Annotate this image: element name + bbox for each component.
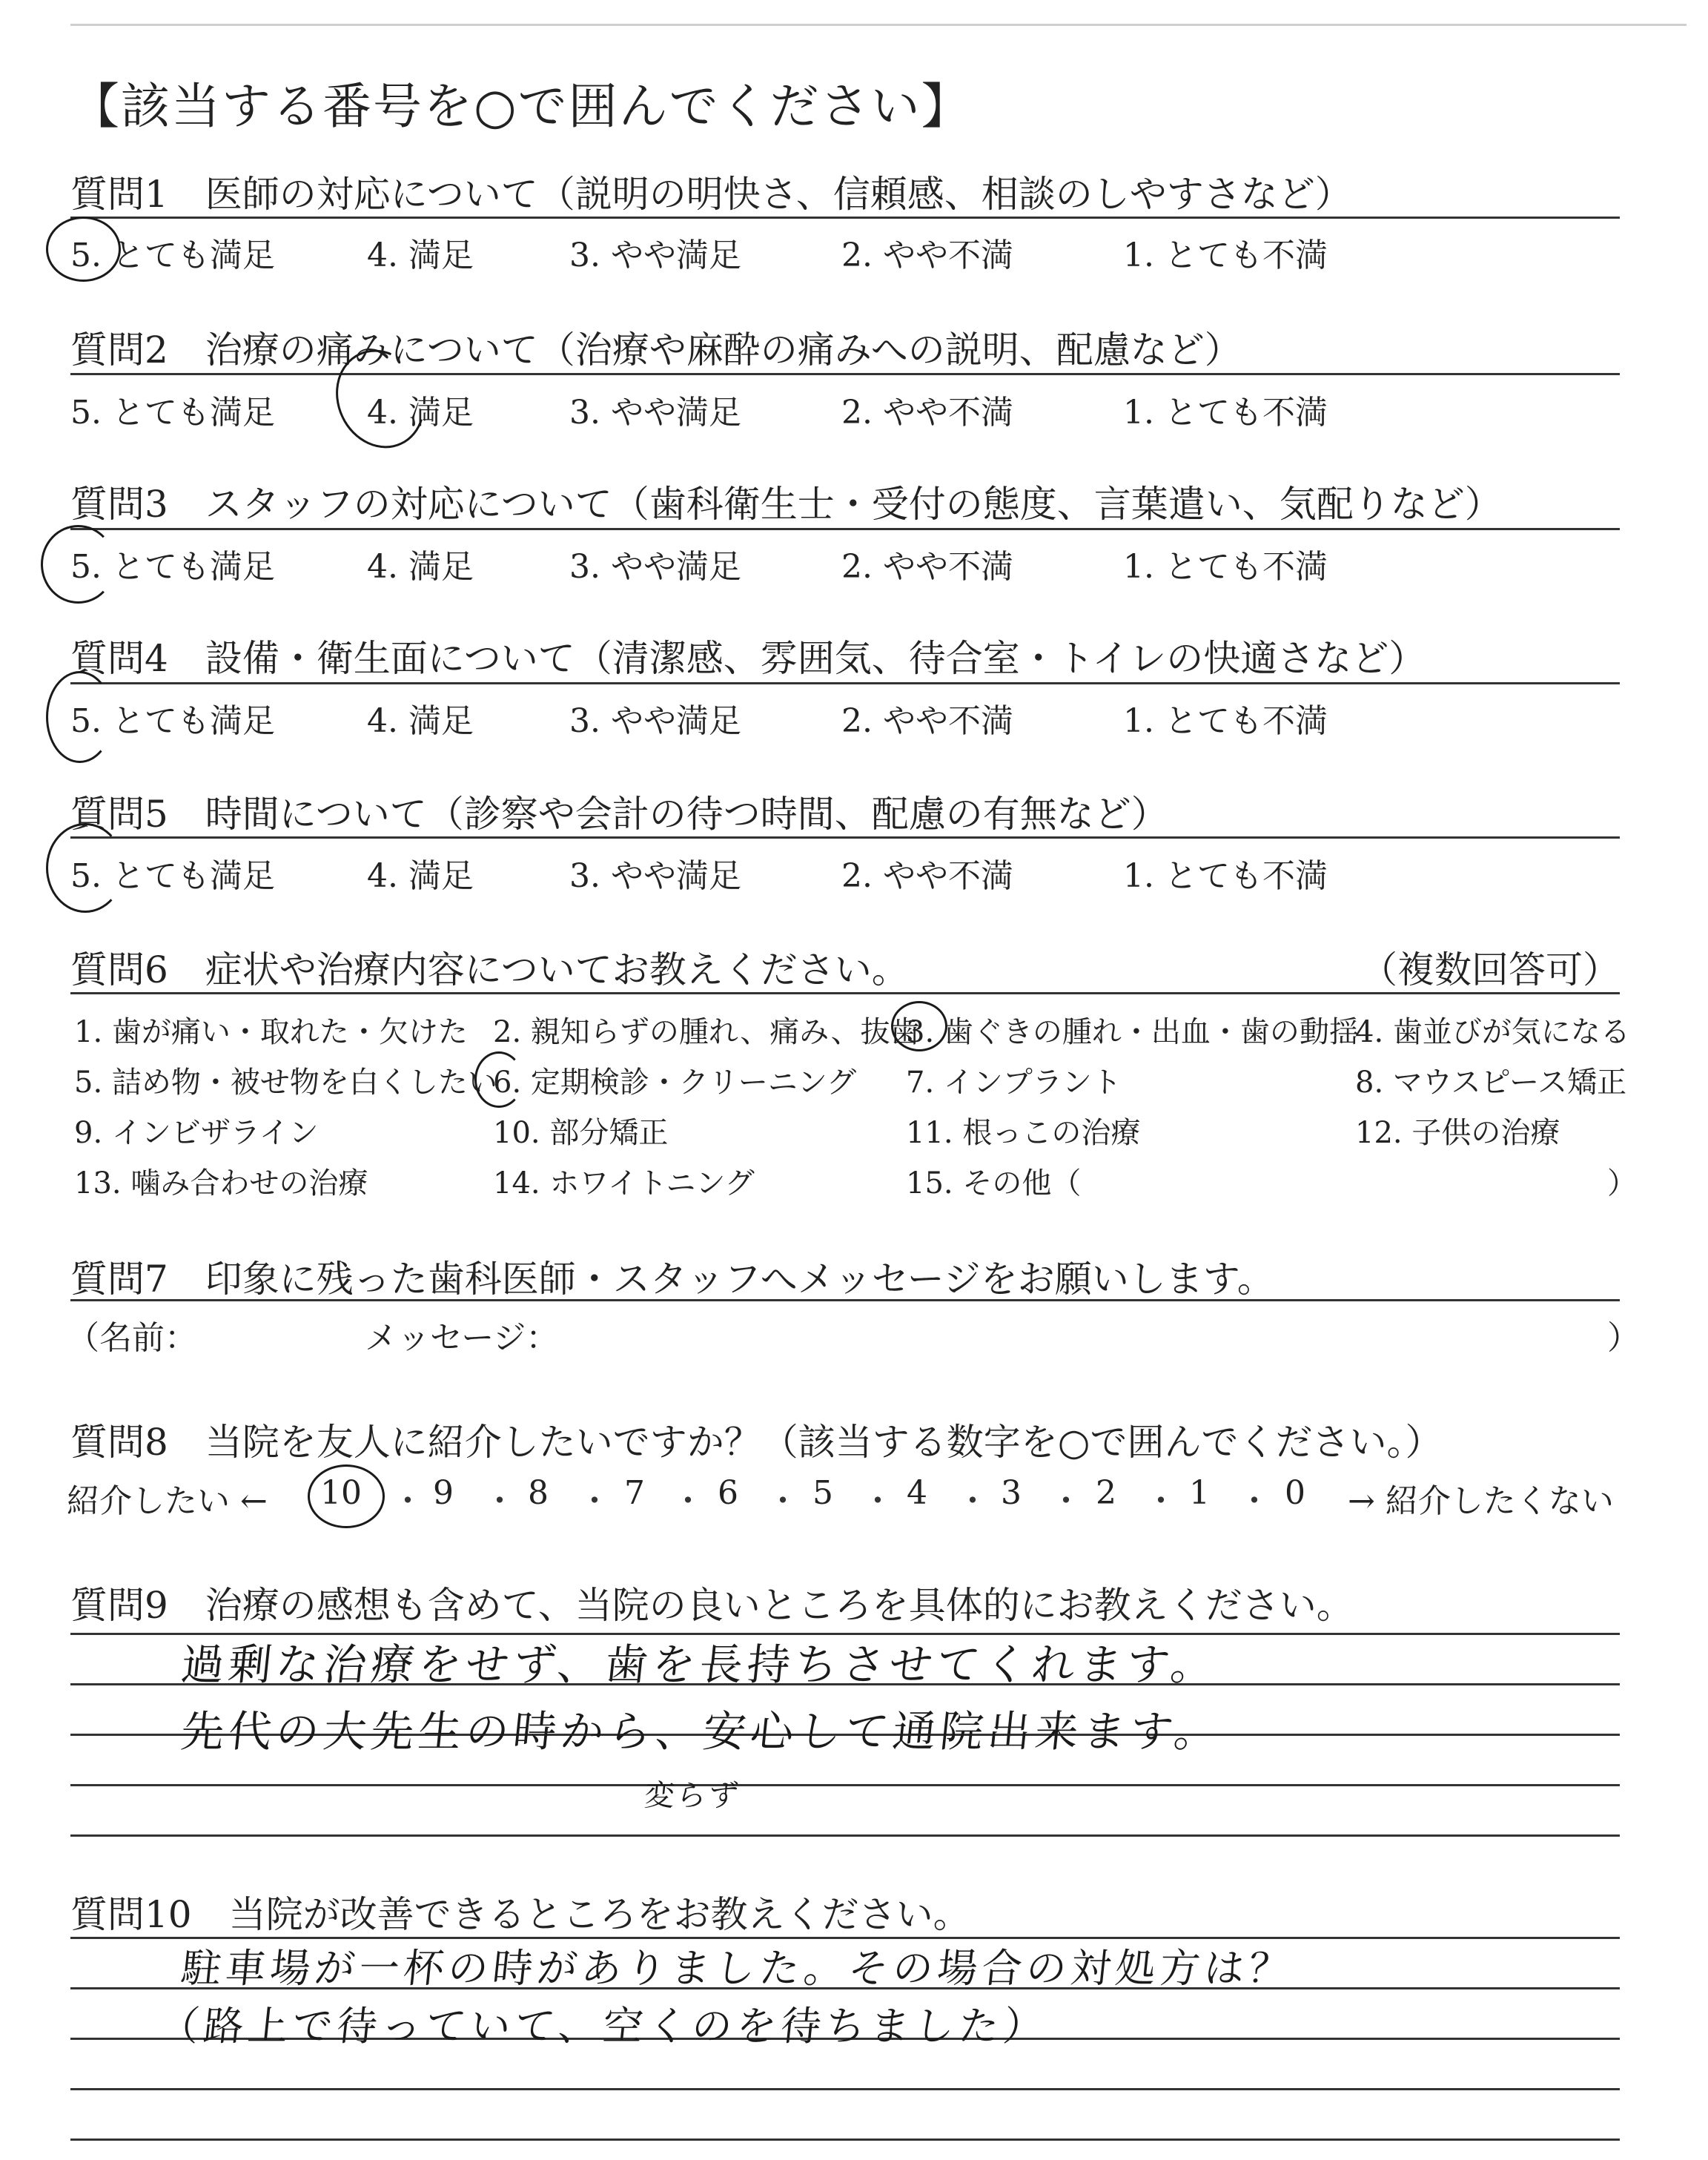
q8-dot: ・ [1145,1482,1177,1520]
q3-option-4[interactable]: 4. 満足 [367,548,474,586]
question-8-title: 質問8 当院を友人に紹介したいですか？（該当する数字を○で囲んでください。） [70,1421,1443,1464]
question-6-title: 質問6 症状や治療内容についてお教えください。 [70,948,909,991]
q8-scale-2[interactable]: 2 [1096,1474,1116,1512]
q6-other-close: ） [1607,1166,1637,1200]
q5-option-2[interactable]: 2. やや不満 [841,857,1013,895]
q7-close-paren: ） [1607,1319,1640,1357]
q9-handwritten-line-1: 過剰な治療をせず、歯を長持ちさせてくれます。 [178,1639,1221,1690]
question-7-title: 質問7 印象に残った歯科医師・スタッフへメッセージをお願いします。 [70,1258,1274,1301]
q1-option-5[interactable]: 5. とても満足 [70,237,275,274]
q2-option-1[interactable]: 1. とても不満 [1123,394,1328,432]
q9-handwritten-insertion: 変らず [643,1779,743,1813]
question-2-rule [70,373,1620,375]
q8-dot: ・ [483,1482,516,1520]
q9-answer-line-4 [70,1784,1620,1786]
question-5-rule [70,836,1620,839]
q1-option-3[interactable]: 3. やや満足 [569,237,741,274]
q8-dot: ・ [861,1482,894,1520]
q4-option-2[interactable]: 2. やや不満 [841,702,1013,740]
q2-option-3[interactable]: 3. やや満足 [569,394,741,432]
q3-hand-circle [41,525,116,604]
q6-item-1[interactable]: 1. 歯が痛い・取れた・欠けた [74,1015,468,1049]
q6-item-3[interactable]: 3. 歯ぐきの腫れ・出血・歯の動揺 [906,1015,1359,1049]
q6-item-5[interactable]: 5. 詰め物・被せ物を白くしたい [74,1066,497,1100]
q6-item-10[interactable]: 10. 部分矯正 [493,1116,669,1150]
q2-option-5[interactable]: 5. とても満足 [70,394,275,432]
q7-message-label: メッセージ： [365,1319,559,1357]
q1-hand-circle [46,217,121,282]
q6-hand-circle-6 [474,1051,523,1108]
q6-item-7[interactable]: 7. インプラント [906,1066,1122,1100]
question-5-title: 質問5 時間について（診察や会計の待つ時間、配慮の有無など） [70,793,1168,836]
q8-scale-9[interactable]: 9 [433,1474,454,1512]
q3-option-3[interactable]: 3. やや満足 [569,548,741,586]
q8-scale-1[interactable]: 1 [1189,1474,1210,1512]
q1-option-2[interactable]: 2. やや不満 [841,237,1013,274]
question-2-title: 質問2 治療の痛みについて（治療や麻酔の痛みへの説明、配慮など） [70,328,1242,371]
q4-option-3[interactable]: 3. やや満足 [569,702,741,740]
q6-item-4[interactable]: 4. 歯並びが気になる [1355,1015,1630,1049]
q6-item-9[interactable]: 9. インビザライン [74,1116,319,1150]
q4-option-1[interactable]: 1. とても不満 [1123,702,1328,740]
question-3-title: 質問3 スタッフの対応について（歯科衛生士・受付の態度、言葉遣い、気配りなど） [70,483,1502,526]
q6-hand-circle-3 [891,1001,947,1051]
question-6-rule [70,992,1620,994]
q6-item-6[interactable]: 6. 定期検診・クリーニング [493,1066,857,1100]
q8-scale-10[interactable]: 10 [320,1474,362,1512]
q8-dot: ・ [672,1482,704,1520]
q5-option-1[interactable]: 1. とても不満 [1123,857,1328,895]
page-heading: 【該当する番号を○で囲んでください】 [70,78,972,135]
q6-item-11[interactable]: 11. 根っこの治療 [906,1116,1141,1150]
q3-option-1[interactable]: 1. とても不満 [1123,548,1328,586]
q3-option-2[interactable]: 2. やや不満 [841,548,1013,586]
q8-scale-4[interactable]: 4 [907,1474,927,1512]
q8-scale-5[interactable]: 5 [812,1474,833,1512]
q9-answer-line-5 [70,1834,1620,1837]
q7-name-label: （名前： [67,1319,197,1357]
question-4-rule [70,682,1620,684]
q8-dot: ・ [956,1482,989,1520]
q6-item-12[interactable]: 12. 子供の治療 [1355,1116,1560,1150]
q10-answer-line-4 [70,2088,1620,2090]
question-10-title: 質問10 当院が改善できるところをお教えください。 [70,1893,970,1936]
q1-option-1[interactable]: 1. とても不満 [1123,237,1328,274]
q8-right-label: → 紹介したくない [1348,1482,1614,1520]
q10-handwritten-line-2: （路上で待っていて、空くのを待ちました） [156,2003,1050,2050]
q5-option-5[interactable]: 5. とても満足 [70,857,275,895]
q10-handwritten-line-1: 駐車場が一杯の時がありました。その場合の対処方は？ [179,1945,1296,1992]
q6-item-13[interactable]: 13. 噛み合わせの治療 [74,1166,368,1200]
q2-option-4[interactable]: 4. 満足 [367,394,474,432]
q1-option-4[interactable]: 4. 満足 [367,237,474,274]
q8-left-label: 紹介したい ← [67,1482,268,1520]
question-1-title: 質問1 医師の対応について（説明の明快さ、信頼感、相談のしやすさなど） [70,173,1352,216]
q8-hand-circle [308,1464,385,1528]
q8-scale-7[interactable]: 7 [624,1474,645,1512]
q8-dot: ・ [391,1482,424,1520]
q8-scale-6[interactable]: 6 [718,1474,738,1512]
question-3-rule [70,528,1620,530]
q5-option-3[interactable]: 3. やや満足 [569,857,741,895]
q6-item-2[interactable]: 2. 親知らずの腫れ、痛み、抜歯 [493,1015,920,1049]
q5-hand-circle [46,823,125,913]
top-border [70,24,1687,26]
q3-option-5[interactable]: 5. とても満足 [70,548,275,586]
q6-item-15[interactable]: 15. その他（ [906,1166,1082,1200]
q4-option-5[interactable]: 5. とても満足 [70,702,275,740]
q8-scale-8[interactable]: 8 [528,1474,549,1512]
question-9-title: 質問9 治療の感想も含めて、当院の良いところを具体的にお教えください。 [70,1584,1354,1627]
q8-scale-0[interactable]: 0 [1285,1474,1305,1512]
q2-option-2[interactable]: 2. やや不満 [841,394,1013,432]
q8-dot: ・ [1050,1482,1082,1520]
q9-handwritten-line-2: 先代の大先生の時から、安心して通院出来ます。 [178,1706,1225,1757]
q6-item-8[interactable]: 8. マウスピース矯正 [1355,1066,1627,1100]
q8-dot: ・ [578,1482,611,1520]
q4-option-4[interactable]: 4. 満足 [367,702,474,740]
q10-answer-line-5 [70,2138,1620,2141]
q8-scale-3[interactable]: 3 [1001,1474,1022,1512]
question-4-title: 質問4 設備・衛生面について（清潔感、雰囲気、待合室・トイレの快適さなど） [70,637,1426,680]
question-1-rule [70,217,1620,219]
question-6-note: （複数回答可） [1360,948,1620,991]
q6-item-14[interactable]: 14. ホワイトニング [493,1166,755,1200]
q8-dot: ・ [1238,1482,1271,1520]
question-7-rule [70,1299,1620,1301]
q8-dot: ・ [767,1482,799,1520]
q4-hand-circle [46,671,113,763]
q5-option-4[interactable]: 4. 満足 [367,857,474,895]
